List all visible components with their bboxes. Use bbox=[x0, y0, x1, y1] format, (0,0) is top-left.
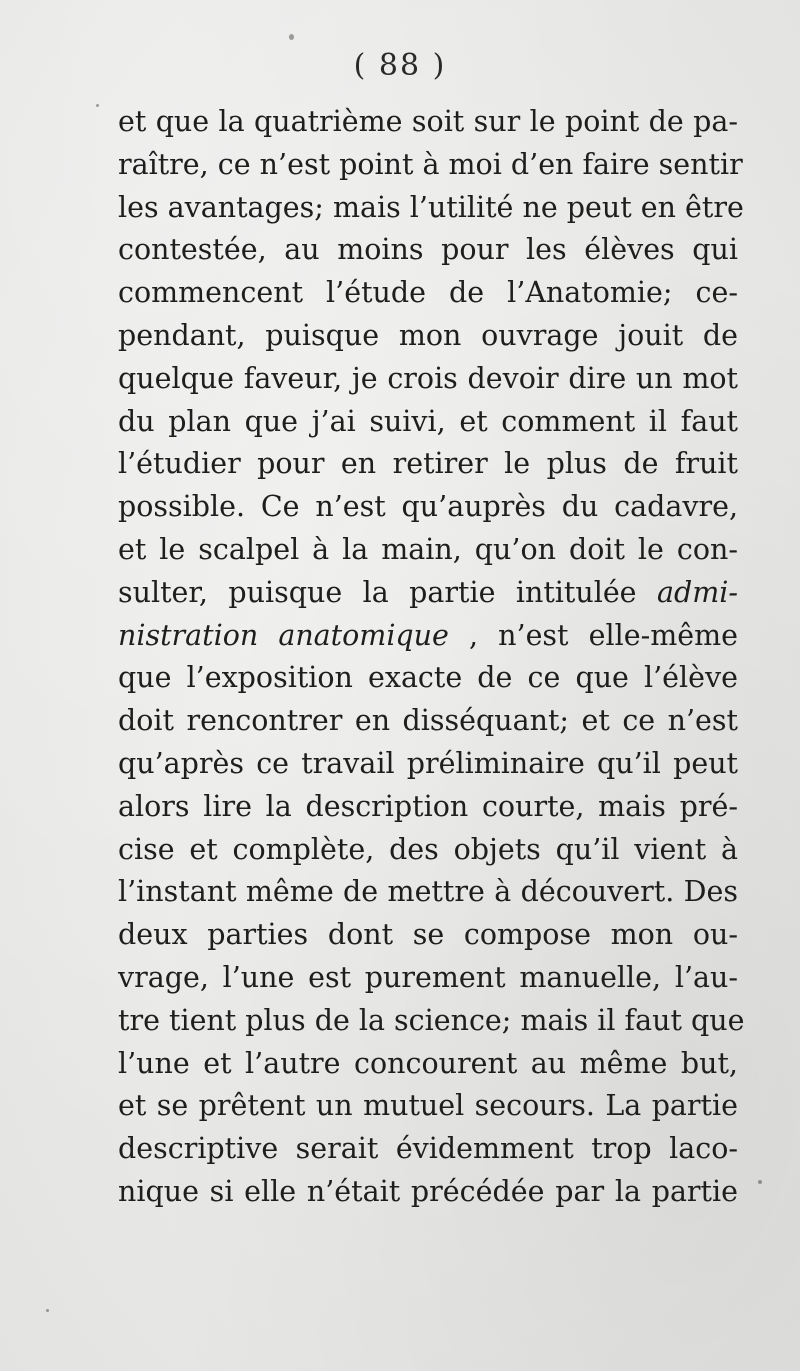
text-segment: descriptive serait évidemment trop laco- bbox=[118, 1132, 738, 1166]
text-line bbox=[118, 315, 738, 358]
text-segment: nique si elle n’était précédée par la partie bbox=[118, 1174, 738, 1208]
text-segment: possible. Ce n’est qu’auprès du cadavre, bbox=[118, 490, 738, 524]
ink-speck bbox=[289, 34, 294, 40]
text-segment: les avantages; mais l’utilité ne peut en être bbox=[118, 190, 744, 224]
text-line bbox=[118, 871, 738, 914]
text-line bbox=[118, 615, 738, 658]
text-segment: deux parties dont se compose mon ou- bbox=[118, 918, 738, 952]
text-segment: contestée, au moins pour les élèves qui bbox=[118, 233, 738, 267]
text-line bbox=[118, 272, 738, 315]
text-line bbox=[118, 914, 738, 957]
ink-speck bbox=[758, 1180, 762, 1184]
text-line bbox=[118, 786, 738, 829]
italic-text: nistration anatomique bbox=[118, 618, 449, 652]
ink-speck bbox=[96, 104, 99, 107]
text-segment: que l’exposition exacte de ce que l’élève bbox=[118, 661, 738, 695]
text-segment: pendant, puisque mon ouvrage jouit de bbox=[118, 318, 738, 352]
text-line bbox=[118, 1128, 738, 1171]
text-line bbox=[118, 1000, 745, 1043]
italic-text: admi- bbox=[656, 575, 738, 609]
text-line bbox=[118, 443, 738, 486]
text-line bbox=[118, 1171, 738, 1214]
text-segment: l’une et l’autre concourent au même but, bbox=[118, 1046, 738, 1080]
ink-speck bbox=[46, 1309, 49, 1312]
text-line bbox=[118, 144, 743, 187]
text-line bbox=[118, 486, 738, 529]
text-line bbox=[118, 529, 738, 572]
text-segment: et se prêtent un mutuel secours. La partie bbox=[118, 1089, 738, 1123]
text-segment: vrage, l’une est purement manuelle, l’au- bbox=[118, 960, 738, 994]
text-line bbox=[118, 957, 738, 1000]
text-line bbox=[118, 657, 738, 700]
text-segment: qu’après ce travail préliminaire qu’il peut bbox=[118, 746, 738, 780]
text-segment: cise et complète, des objets qu’il vient à bbox=[118, 832, 738, 866]
text-line bbox=[118, 1043, 738, 1086]
text-line bbox=[118, 101, 738, 144]
text-segment: du plan que j’ai suivi, et comment il faut bbox=[118, 404, 738, 438]
text-segment: doit rencontrer en disséquant; et ce n’est bbox=[118, 704, 738, 738]
text-segment: , n’est elle-même bbox=[448, 618, 738, 652]
text-segment: tre tient plus de la science; mais il faut que bbox=[118, 1003, 745, 1037]
text-line bbox=[118, 829, 738, 872]
text-line bbox=[118, 700, 738, 743]
text-segment: l’étudier pour en retirer le plus de fruit bbox=[118, 447, 738, 481]
text-line bbox=[118, 229, 738, 272]
text-segment: quelque faveur, je crois devoir dire un mot bbox=[118, 361, 738, 395]
text-segment: et que la quatrième soit sur le point de pa- bbox=[118, 105, 738, 138]
text-segment: l’instant même de mettre à découvert. Des bbox=[118, 875, 738, 909]
text-segment: commencent l’étude de l’Anatomie; ce- bbox=[118, 276, 738, 310]
page-number: ( 88 ) bbox=[353, 48, 447, 83]
text-line bbox=[118, 358, 738, 401]
text-segment: alors lire la description courte, mais pré- bbox=[118, 789, 738, 823]
text-line bbox=[118, 187, 744, 230]
text-line bbox=[118, 743, 738, 786]
text-line bbox=[118, 572, 738, 615]
text-line bbox=[118, 401, 738, 444]
text-segment: raître, ce n’est point à moi d’en faire sentir bbox=[118, 147, 743, 181]
text-line bbox=[118, 1085, 738, 1128]
text-segment: sulter, puisque la partie intitulée bbox=[118, 575, 657, 609]
body-text bbox=[118, 101, 745, 1214]
text-segment: et le scalpel à la main, qu’on doit le con- bbox=[118, 532, 738, 566]
